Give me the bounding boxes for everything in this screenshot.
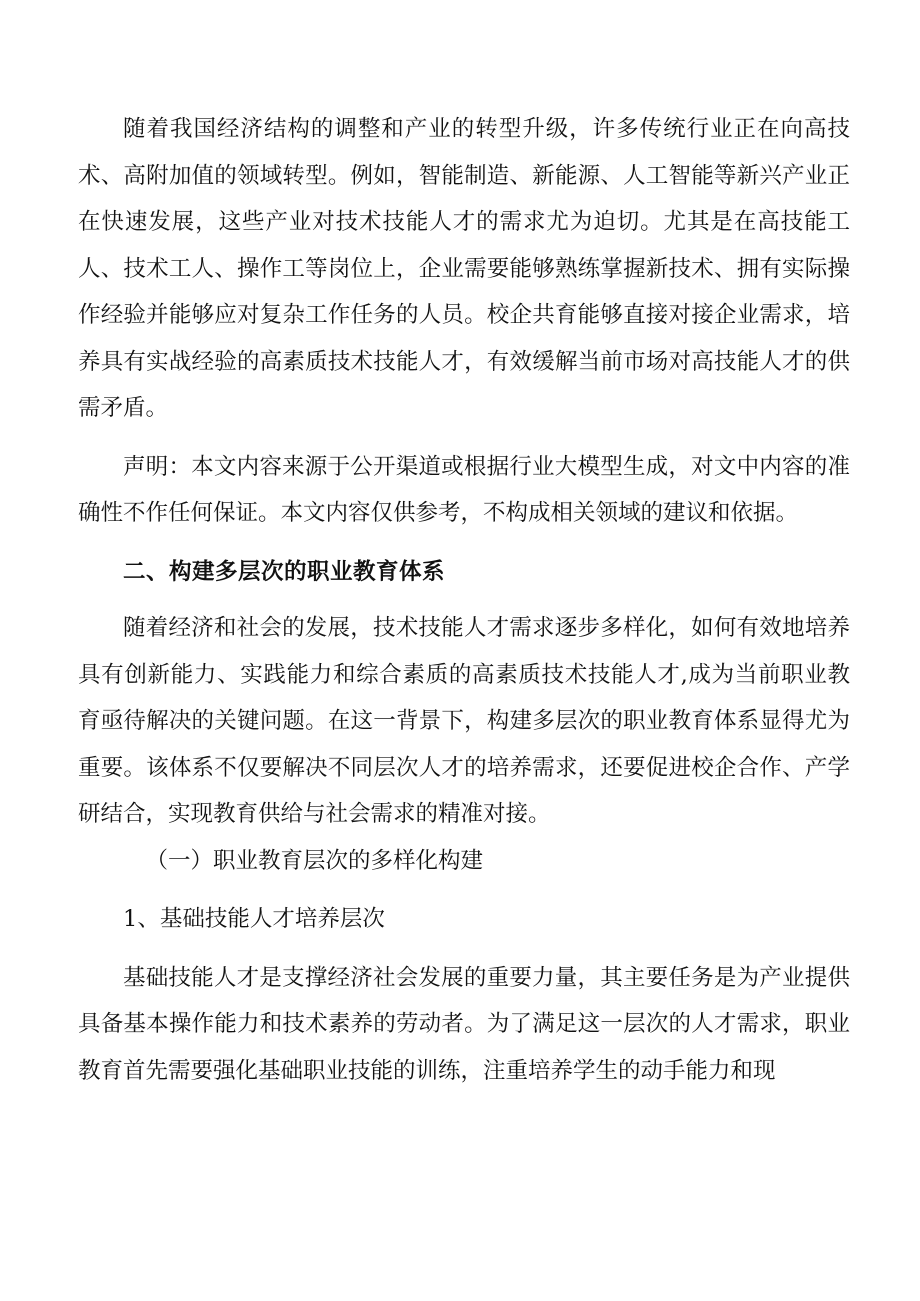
paragraph-vocational-system: 随着经济和社会的发展，技术技能人才需求逐步多样化，如何有效地培养具有创新能力、实践能力和综合素质的高素质技术技能人才,成为当前职业教育亟待解决的关键问题。在这一背景下，构建多层次的职业教育体系显得尤为重要。该体系不仅要解决不同层次人才的培养需求，还要促进校企合作、产学研结合，实现教育供给与社会需求的精准对接。	[78, 615, 850, 827]
statement-paragraph: 声明：本文内容来源于公开渠道或根据行业大模型生成，对文中内容的准确性不作任何保证。本文内容仅供参考，不构成相关领域的建议和依据。	[78, 453, 850, 526]
paragraph-industry-transformation: 随着我国经济结构的调整和产业的转型升级，许多传统行业正在向高技术、高附加值的领域转型。例如，智能制造、新能源、人工智能等新兴产业正在快速发展，这些产业对技术技能人才的需求尤为迫切。尤其是在高技能工人、技术工人、操作工等岗位上，企业需要能够熟练掌握新技术、拥有实际操作经验并能够应对复杂工作任务的人员。校企共育能够直接对接企业需求，培养具有实战经验的高素质技术技能人才，有效缓解当前市场对高技能人才的供需矛盾。	[78, 116, 850, 421]
subsection-heading: （一）职业教育层次的多样化构建	[145, 847, 484, 874]
document-content	[78, 106, 850, 1094]
item-heading: 1、基础技能人才培养层次	[123, 906, 385, 932]
paragraph-basic-skills: 基础技能人才是支撑经济社会发展的重要力量，其主要任务是为产业提供具备基本操作能力和技术素养的劳动者。为了满足这一层次的人才需求，职业教育首先需要强化基础职业技能的训练，注重培养学生的动手能力和现	[78, 964, 850, 1084]
section-heading: 二、构建多层次的职业教育体系	[123, 558, 446, 585]
